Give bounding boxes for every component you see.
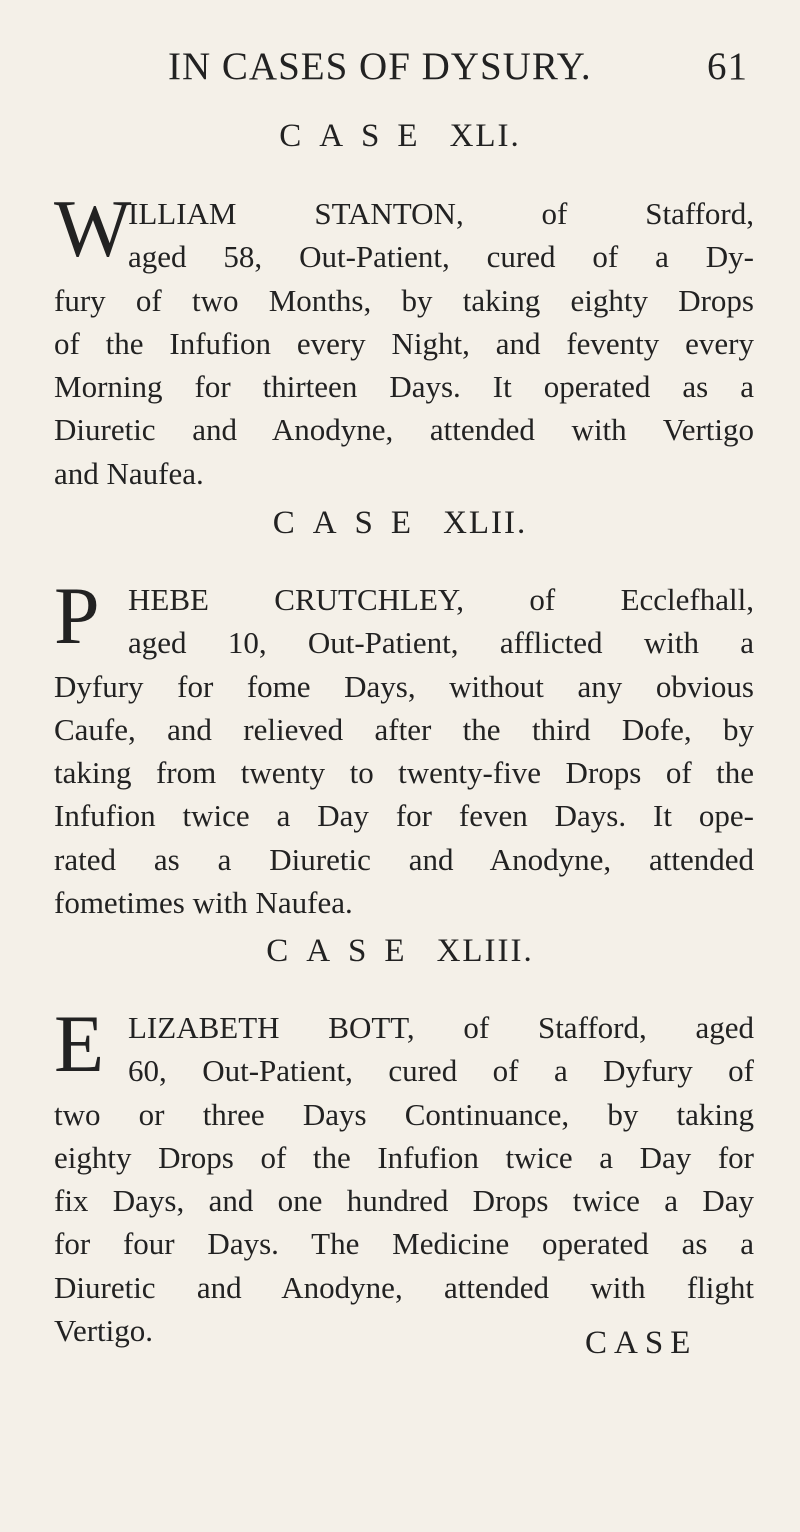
text-line: LIZABETH BOTT, of Stafford, aged [128,1010,754,1045]
text-line: Infufion twice a Day for feven Days. It ope- [54,798,754,834]
text-line: Diuretic and Anodyne, attended with Vertigo [54,412,754,448]
case-heading-word: CASE [272,505,430,541]
drop-capital: W [54,183,132,274]
text-line: eighty Drops of the Infufion twice a Day for [54,1139,754,1175]
text-line: two or three Days Continuance, by taking [54,1096,754,1132]
case-heading-number: XLIII. [436,933,534,969]
case-heading-word: CASE [266,933,423,969]
text-line: Dyfury for fome Days, without any obvious [54,668,754,704]
drop-capital: P [54,570,100,661]
case-heading-number: XLI. [449,118,521,154]
case-heading-xliii [0,933,800,970]
text-line: rated as a Diuretic and Anodyne, attended [54,841,754,877]
text-line: fometimes with Naufea. [54,885,353,921]
text-line: 60, Out-Patient, cured of a Dyfury of [128,1053,754,1089]
case-paragraph-xliii [54,1006,754,1352]
running-title: IN CASES OF DYSURY. [168,45,592,88]
text-line: fury of two Months, by taking eighty Drops [54,282,754,318]
text-line: aged 58, Out-Patient, cured of a Dy- [128,239,754,275]
text-line: aged 10, Out-Patient, afflicted with a [128,625,754,661]
text-line: Diuretic and Anodyne, attended with flight [54,1269,754,1305]
text-line: ILLIAM STANTON, of Stafford, [128,196,754,231]
page-number: 61 [707,45,748,88]
text-line: of the Infufion every Night, and feventy every [54,325,754,361]
text-line: fix Days, and one hundred Drops twice a Day [54,1183,754,1219]
text-line: and Naufea. [54,455,204,491]
text-line: Caufe, and relieved after the third Dofe, by [54,711,754,747]
drop-capital: E [54,998,105,1089]
text-line: for four Days. The Medicine operated as a [54,1226,754,1262]
case-heading-xli [0,118,800,155]
case-heading-word: CASE [279,118,436,154]
text-line: taking from twenty to twenty-five Drops of the [54,755,754,791]
case-paragraph-xlii [54,578,754,924]
case-heading-xlii [0,505,800,542]
text-line: Vertigo. [54,1313,154,1349]
catchword: CASE [585,1325,698,1361]
case-heading-number: XLII. [443,505,528,541]
text-line: HEBE CRUTCHLEY, of Ecclefhall, [128,582,754,617]
case-paragraph-xli [54,192,754,495]
text-line: Morning for thirteen Days. It operated as a [54,369,754,405]
